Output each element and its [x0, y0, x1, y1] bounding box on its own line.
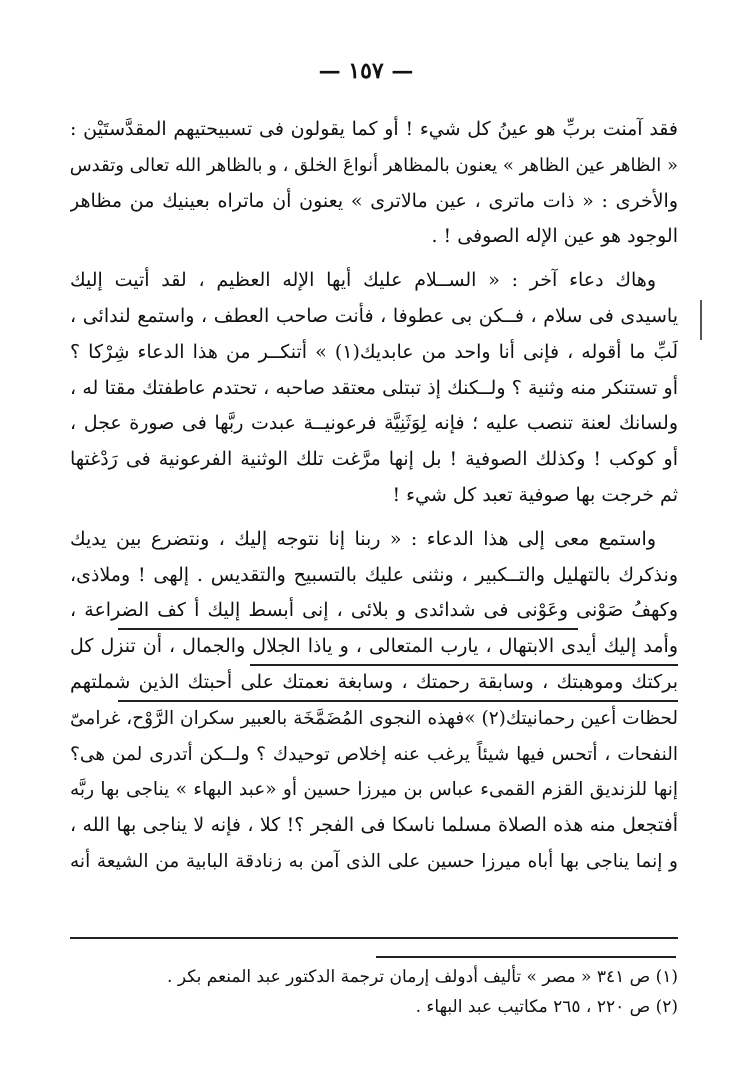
- margin-mark: [700, 300, 702, 340]
- text-line-20: أفتجعل منه هذه الصلاة مسلما ناسكا فى الفجر ؟! كلا ، فإنه لا يناجى بها الله ،: [70, 814, 678, 837]
- text-line-13: ونذكرك بالتهليل والتــكبير ، ونثنى عليك بالتسبيح والتقديس . إلهى ! وملاذى،: [70, 563, 678, 586]
- text-line-12: واستمع معى إلى هذا الدعاء : « ربنا إنا نتوجه إليك ، ونتضرع بين يديك: [70, 527, 656, 550]
- footnote-1: (١) ص ٣٤١ « مصر » تأليف أدولف إرمان ترجمة الدكتور عبد المنعم بكر .: [167, 967, 678, 987]
- footnotes: [70, 962, 678, 1022]
- body-text: [70, 112, 678, 880]
- text-line-6: ياسيدى فى سلام ، فــكن بى عطوفا ، فأنت صاحب العطف ، واستمع لندائى ،: [70, 304, 678, 327]
- text-line-3: والأخرى : « ذات ماترى ، عين مالاترى » يعنون أن ماتراه بعينيك من مظاهر: [70, 189, 678, 212]
- text-line-10: أو كوكب ! وكذلك الصوفية ! بل إنها مرَّغت تلك الوثنية الفرعونية فى رَدْغتها: [70, 448, 678, 471]
- text-line-15: وأمد إليك أيدى الابتهال ، يارب المتعالى ، و ياذا الجلال والجمال ، أن تنزل كل: [70, 635, 678, 658]
- underline-4: [70, 937, 678, 939]
- text-line-1: فقد آمنت بربِّ هو عينُ كل شيء ! أو كما يقولون فى تسبيحتيهم المقدَّستَيْن :: [70, 118, 678, 140]
- text-line-16: بركتك وموهبتك ، وسابقة رحمتك ، وسابغة نعمتك على أحبتك الذين شملتهم: [70, 670, 678, 693]
- text-line-8: أو تستنكر منه وثنية ؟ ولــكنك إذ تبتلى معتقد صاحبه ، تحتدم عاطفتك مقتا له ،: [70, 376, 678, 399]
- text-line-19: إنها للزنديق القزم القمىء عباس بن ميرزا حسين أو «عبد البهاء » يناجى بها ربَّه: [70, 779, 678, 801]
- underline-3: [118, 700, 678, 702]
- text-line-17: لحظات أعين رحمانيتك(٢) »فهذه النجوى المُضَمَّخَة بالعبير سكران الرَّوْح، غرامىّ: [70, 707, 678, 729]
- footnote-2: (٢) ص ٢٢٠ ، ٢٦٥ مكاتيب عبد البهاء .: [415, 997, 678, 1017]
- text-line-9: ولسانك لعنة تنصب عليه ؛ فإنه لِوَثَنِيَّة فرعونيــة عبدت ربَّها فى صورة عجل ،: [70, 412, 678, 435]
- page-number: — ١٥٧ —: [318, 58, 414, 84]
- text-line-7: لَبِّ ما أقوله ، فإنى أنا واحد من عابديك(١) » أتنكــر من هذا الدعاء شِرْكا ؟: [70, 340, 678, 363]
- text-line-21: و إنما يناجى بها أباه ميرزا حسين على الذى آمن به زنادقة البابية من الشيعة أنه: [70, 850, 678, 872]
- text-line-14: وكهفُ صَوْنى وعَوْنى فى شدائدى و بلائى ، إنى أبسط إليك أ كف الضراعة ،: [70, 599, 678, 622]
- footnote-rule: [376, 956, 676, 958]
- text-line-4: الوجود هو عين الإله الصوفى ! .: [431, 225, 678, 248]
- underline-1: [118, 628, 578, 630]
- text-line-5: وهاك دعاء آخر : « الســلام عليك أيها الإله العظيم ، لقد أتيت إليك: [70, 269, 656, 292]
- text-line-11: ثم خرجت بها صوفية تعبد كل شيء !: [392, 483, 678, 506]
- text-line-18: النفحات ، أتحس فيها شيئاً يرغب عنه إخلاص توحيدك ؟ ولــكن أتدرى لمن هى؟: [70, 743, 678, 765]
- text-line-2: « الظاهر عين الظاهر » يعنون بالمظاهر أنواعَ الخلق ، و بالظاهر الله تعالى وتقدس: [70, 154, 678, 176]
- underline-2: [250, 664, 678, 666]
